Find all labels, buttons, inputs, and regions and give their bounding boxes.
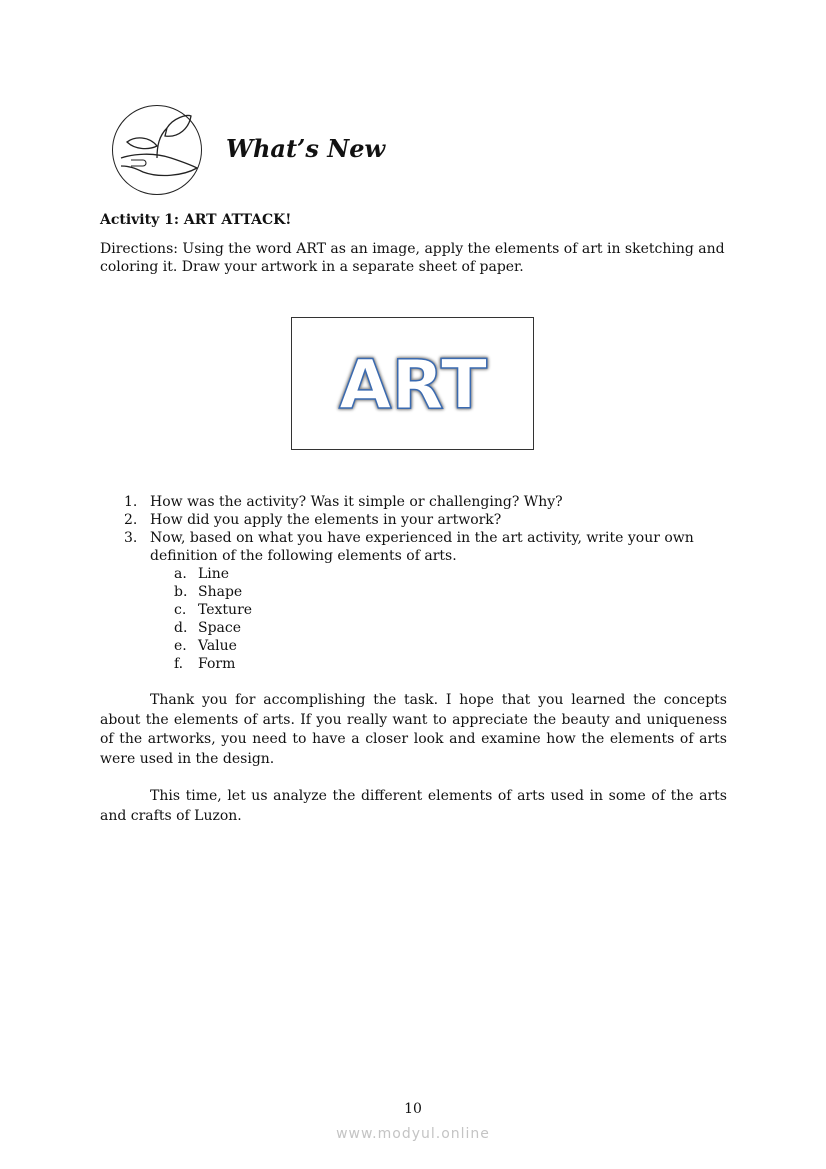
item-letter: b.: [174, 584, 188, 600]
activity-title: Activity 1: ART ATTACK!: [100, 212, 292, 228]
item-letter: a.: [174, 566, 187, 582]
item-letter: f.: [174, 656, 184, 672]
list-item: [174, 637, 730, 655]
page-number: 10: [404, 1101, 422, 1117]
item-letter: c.: [174, 602, 187, 618]
activity-directions: Directions: Using the word ART as an image, apply the elements of art in sketching and coloring it. Draw your artwork in a separate sheet of paper.: [100, 241, 725, 275]
list-item: [174, 565, 730, 583]
list-item: [124, 511, 730, 529]
item-text: Texture: [198, 602, 253, 618]
list-item: [174, 601, 730, 619]
list-item: [174, 619, 730, 637]
hand-holding-plant-icon: [112, 105, 202, 195]
item-text: Line: [198, 566, 230, 582]
watermark: www.modyul.online: [336, 1126, 490, 1142]
list-item: [174, 655, 730, 673]
item-text: Value: [198, 638, 237, 654]
item-text: Now, based on what you have experienced in the art activity, write your own definition of the following elements of arts.: [150, 530, 694, 564]
list-item: [124, 493, 730, 511]
art-image-box: [291, 317, 534, 450]
section-title: What’s New: [226, 134, 386, 163]
item-text: Form: [198, 656, 236, 672]
art-word: ART: [338, 346, 488, 425]
item-letter: d.: [174, 620, 188, 636]
list-item: [174, 583, 730, 601]
item-number: 3.: [124, 530, 138, 546]
body-content: [100, 493, 730, 826]
list-item: [124, 529, 730, 565]
item-number: 1.: [124, 494, 138, 510]
item-letter: e.: [174, 638, 187, 654]
item-text: Space: [198, 620, 242, 636]
item-number: 2.: [124, 512, 138, 528]
item-text: How did you apply the elements in your artwork?: [150, 512, 502, 528]
paragraph: This time, let us analyze the different elements of arts used in some of the arts and crafts of Luzon.: [100, 788, 727, 824]
elements-sublist: [124, 565, 730, 673]
question-list: [124, 493, 730, 673]
paragraph: Thank you for accomplishing the task. I hope that you learned the concepts about the elements of arts. If you really want to appreciate the beauty and uniqueness of the artworks, you need to have a closer look and examine how the elements of arts were used in the design.: [100, 692, 727, 767]
item-text: How was the activity? Was it simple or challenging? Why?: [150, 494, 563, 510]
item-text: Shape: [198, 584, 243, 600]
